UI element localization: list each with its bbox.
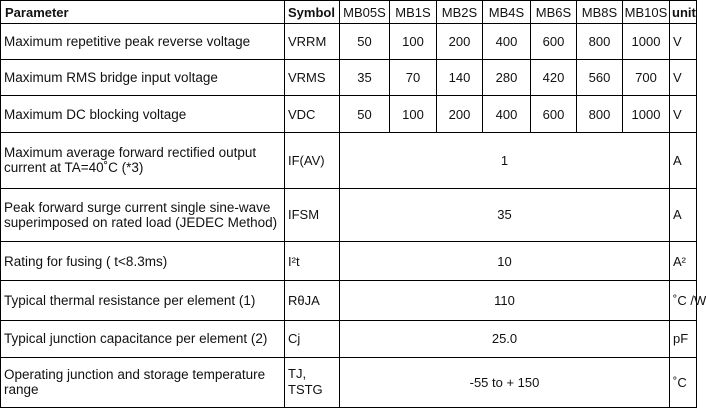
row-symbol: VRMS xyxy=(285,59,340,96)
row-value: 280 xyxy=(483,59,531,96)
row-parameter: Operating junction and storage temperature range xyxy=(1,357,285,407)
row-unit: ˚C xyxy=(670,357,697,407)
row-value: 25.0 xyxy=(340,320,670,357)
header-model-mb4s: MB4S xyxy=(483,1,531,24)
table-row xyxy=(1,281,697,321)
row-value: 35 xyxy=(340,188,670,242)
table-row xyxy=(1,320,697,357)
row-value: 700 xyxy=(623,59,670,96)
row-parameter: Peak forward surge current single sine-wave superimposed on rated load (JEDEC Method) xyxy=(1,188,285,242)
row-parameter: Maximum repetitive peak reverse voltage xyxy=(1,24,285,60)
row-parameter: Maximum RMS bridge input voltage xyxy=(1,59,285,96)
header-model-mb8s: MB8S xyxy=(577,1,623,24)
header-symbol: Symbol xyxy=(285,1,340,24)
header-model-mb05s: MB05S xyxy=(340,1,390,24)
row-unit: A² xyxy=(670,242,697,281)
header-unit: unit xyxy=(670,1,697,24)
row-symbol: VRRM xyxy=(285,24,340,60)
row-symbol: Cj xyxy=(285,320,340,357)
row-parameter: Typical thermal resistance per element (1) xyxy=(1,281,285,321)
row-unit: A xyxy=(670,188,697,242)
row-symbol: VDC xyxy=(285,96,340,133)
table-row xyxy=(1,96,697,133)
table-row xyxy=(1,24,697,60)
row-value: 70 xyxy=(390,59,437,96)
header-model-mb2s: MB2S xyxy=(437,1,483,24)
row-unit: V xyxy=(670,96,697,133)
row-parameter: Rating for fusing ( t<8.3ms) xyxy=(1,242,285,281)
row-value: 50 xyxy=(340,24,390,60)
row-value: 560 xyxy=(577,59,623,96)
table-row xyxy=(1,357,697,407)
header-model-mb10s: MB10S xyxy=(623,1,670,24)
row-value: 100 xyxy=(390,96,437,133)
row-value: 1000 xyxy=(623,24,670,60)
row-value: 140 xyxy=(437,59,483,96)
table-header-row xyxy=(1,1,697,24)
header-model-mb6s: MB6S xyxy=(531,1,577,24)
table-row xyxy=(1,133,697,189)
row-value: 1 xyxy=(340,133,670,189)
row-parameter: Maximum DC blocking voltage xyxy=(1,96,285,133)
table-row xyxy=(1,188,697,242)
row-value: 400 xyxy=(483,96,531,133)
row-unit: V xyxy=(670,59,697,96)
row-value: 600 xyxy=(531,96,577,133)
row-value: 800 xyxy=(577,24,623,60)
table-row xyxy=(1,242,697,281)
row-value: 400 xyxy=(483,24,531,60)
row-symbol: I²t xyxy=(285,242,340,281)
row-value: 100 xyxy=(390,24,437,60)
table-row xyxy=(1,59,697,96)
row-value: 10 xyxy=(340,242,670,281)
row-value: -55 to + 150 xyxy=(340,357,670,407)
row-unit: V xyxy=(670,24,697,60)
row-value: 420 xyxy=(531,59,577,96)
row-value: 35 xyxy=(340,59,390,96)
header-model-mb1s: MB1S xyxy=(390,1,437,24)
row-value: 110 xyxy=(340,281,670,321)
row-symbol: IFSM xyxy=(285,188,340,242)
row-value: 600 xyxy=(531,24,577,60)
row-unit: A xyxy=(670,133,697,189)
row-symbol: TJ, TSTG xyxy=(285,357,340,407)
row-parameter: Typical junction capacitance per element (2) xyxy=(1,320,285,357)
row-value: 200 xyxy=(437,96,483,133)
row-value: 1000 xyxy=(623,96,670,133)
row-value: 50 xyxy=(340,96,390,133)
row-parameter: Maximum average forward rectified output current at TA=40˚C (*3) xyxy=(1,133,285,189)
header-parameter: Parameter xyxy=(1,1,285,24)
row-unit: pF xyxy=(670,320,697,357)
row-value: 200 xyxy=(437,24,483,60)
row-unit: ˚C /W xyxy=(670,281,697,321)
row-symbol: RθJA xyxy=(285,281,340,321)
row-symbol: IF(AV) xyxy=(285,133,340,189)
row-value: 800 xyxy=(577,96,623,133)
